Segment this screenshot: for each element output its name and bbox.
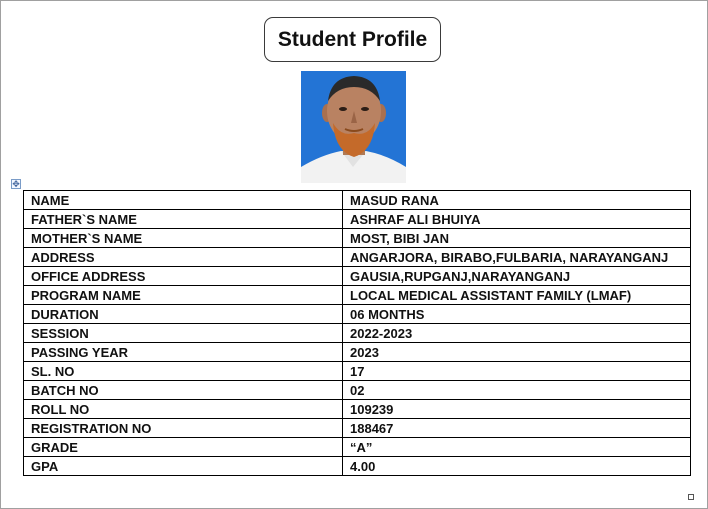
field-label: PASSING YEAR [24,343,343,362]
table-row [24,438,691,457]
student-profile-table [23,190,691,476]
field-value: MASUD RANA [343,191,691,210]
field-label: REGISTRATION NO [24,419,343,438]
field-value: GAUSIA,RUPGANJ,NARAYANGANJ [343,267,691,286]
page-title: Student Profile [264,17,441,62]
student-photo [301,71,406,183]
field-value: 2022-2023 [343,324,691,343]
field-label: PROGRAM NAME [24,286,343,305]
field-label: OFFICE ADDRESS [24,267,343,286]
field-label: SESSION [24,324,343,343]
field-value: “A” [343,438,691,457]
table-row [24,324,691,343]
field-value: ASHRAF ALI BHUIYA [343,210,691,229]
field-value: ANGARJORA, BIRABO,FULBARIA, NARAYANGANJ [343,248,691,267]
field-value: 06 MONTHS [343,305,691,324]
table-row [24,419,691,438]
field-value: 188467 [343,419,691,438]
table-row [24,362,691,381]
table-row [24,381,691,400]
field-value: 109239 [343,400,691,419]
table-row [24,191,691,210]
table-row [24,210,691,229]
field-label: MOTHER`S NAME [24,229,343,248]
field-label: SL. NO [24,362,343,381]
field-label: GRADE [24,438,343,457]
field-value: 17 [343,362,691,381]
table-row [24,286,691,305]
field-label: ROLL NO [24,400,343,419]
table-row [24,457,691,476]
table-move-icon[interactable]: ✥ [12,178,20,189]
table-resize-icon[interactable] [688,494,694,500]
field-label: ADDRESS [24,248,343,267]
table-row [24,248,691,267]
field-value: 02 [343,381,691,400]
table-row [24,400,691,419]
field-label: NAME [24,191,343,210]
field-label: GPA [24,457,343,476]
field-value: 4.00 [343,457,691,476]
field-value: LOCAL MEDICAL ASSISTANT FAMILY (LMAF) [343,286,691,305]
table-row [24,229,691,248]
field-label: DURATION [24,305,343,324]
table-row [24,305,691,324]
field-label: BATCH NO [24,381,343,400]
field-value: MOST, BIBI JAN [343,229,691,248]
table-row [24,343,691,362]
field-value: 2023 [343,343,691,362]
table-row [24,267,691,286]
field-label: FATHER`S NAME [24,210,343,229]
